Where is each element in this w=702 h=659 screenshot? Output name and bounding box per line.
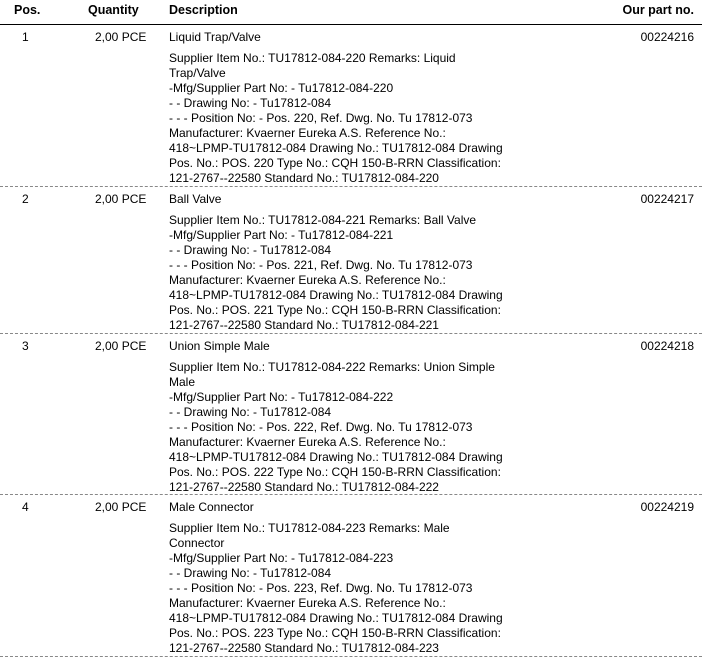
table-row bbox=[0, 187, 702, 334]
header-pos: Pos. bbox=[14, 3, 41, 17]
detail-line: 121-2767--22580 Standard No.: TU17812-084-222 bbox=[169, 480, 439, 494]
detail-line: - - - Position No: - Pos. 220, Ref. Dwg. No. Tu 17812-073 bbox=[169, 111, 473, 125]
detail-line: Manufacturer: Kvaerner Eureka A.S. Reference No.: bbox=[169, 273, 446, 287]
row-pos: 4 bbox=[22, 500, 29, 514]
row-title: Union Simple Male bbox=[169, 339, 270, 353]
row-part-no: 00224219 bbox=[640, 500, 694, 514]
table-row bbox=[0, 25, 702, 187]
table-row bbox=[0, 334, 702, 495]
detail-line: Supplier Item No.: TU17812-084-222 Remarks: Union Simple bbox=[169, 360, 495, 374]
detail-line: - - Drawing No: - Tu17812-084 bbox=[169, 243, 332, 257]
row-pos: 2 bbox=[22, 192, 29, 206]
detail-line: -Mfg/Supplier Part No: - Tu17812-084-221 bbox=[169, 228, 394, 242]
row-quantity: 2,00 PCE bbox=[95, 192, 147, 206]
table-header bbox=[0, 0, 702, 25]
detail-line: - - - Position No: - Pos. 221, Ref. Dwg. No. Tu 17812-073 bbox=[169, 258, 473, 272]
detail-line: 418~LPMP-TU17812-084 Drawing No.: TU17812-084 Drawing bbox=[169, 288, 503, 302]
detail-line: 121-2767--22580 Standard No.: TU17812-084-223 bbox=[169, 641, 439, 655]
detail-line: Manufacturer: Kvaerner Eureka A.S. Reference No.: bbox=[169, 126, 446, 140]
header-part-no: Our part no. bbox=[622, 3, 694, 17]
detail-line: 418~LPMP-TU17812-084 Drawing No.: TU17812-084 Drawing bbox=[169, 450, 503, 464]
detail-line: Supplier Item No.: TU17812-084-221 Remarks: Ball Valve bbox=[169, 213, 477, 227]
row-title: Ball Valve bbox=[169, 192, 222, 206]
detail-line: -Mfg/Supplier Part No: - Tu17812-084-220 bbox=[169, 81, 394, 95]
detail-line: 121-2767--22580 Standard No.: TU17812-084-220 bbox=[169, 171, 439, 185]
row-details bbox=[169, 51, 529, 186]
detail-line: Manufacturer: Kvaerner Eureka A.S. Reference No.: bbox=[169, 435, 446, 449]
row-pos: 1 bbox=[22, 30, 29, 44]
row-quantity: 2,00 PCE bbox=[95, 339, 147, 353]
row-part-no: 00224218 bbox=[640, 339, 694, 353]
detail-line: -Mfg/Supplier Part No: - Tu17812-084-223 bbox=[169, 551, 394, 565]
detail-line: Pos. No.: POS. 220 Type No.: CQH 150-B-RRN Classification: bbox=[169, 156, 501, 170]
detail-line: -Mfg/Supplier Part No: - Tu17812-084-222 bbox=[169, 390, 394, 404]
detail-line: Pos. No.: POS. 222 Type No.: CQH 150-B-RRN Classification: bbox=[169, 465, 501, 479]
detail-line: - - - Position No: - Pos. 223, Ref. Dwg. No. Tu 17812-073 bbox=[169, 581, 473, 595]
row-details bbox=[169, 360, 529, 495]
detail-line: Supplier Item No.: TU17812-084-220 Remarks: Liquid bbox=[169, 51, 456, 65]
detail-line: Trap/Valve bbox=[169, 66, 226, 80]
detail-line: 418~LPMP-TU17812-084 Drawing No.: TU17812-084 Drawing bbox=[169, 141, 503, 155]
detail-line: - - Drawing No: - Tu17812-084 bbox=[169, 405, 332, 419]
row-details bbox=[169, 521, 529, 656]
row-part-no: 00224217 bbox=[640, 192, 694, 206]
row-quantity: 2,00 PCE bbox=[95, 500, 147, 514]
detail-line: - - - Position No: - Pos. 222, Ref. Dwg. No. Tu 17812-073 bbox=[169, 420, 473, 434]
row-details bbox=[169, 213, 529, 333]
row-quantity: 2,00 PCE bbox=[95, 30, 147, 44]
detail-line: Supplier Item No.: TU17812-084-223 Remarks: Male bbox=[169, 521, 450, 535]
row-title: Male Connector bbox=[169, 500, 254, 514]
detail-line: 121-2767--22580 Standard No.: TU17812-084-221 bbox=[169, 318, 439, 332]
row-pos: 3 bbox=[22, 339, 29, 353]
detail-line: Pos. No.: POS. 221 Type No.: CQH 150-B-RRN Classification: bbox=[169, 303, 501, 317]
detail-line: Male bbox=[169, 375, 196, 389]
detail-line: Connector bbox=[169, 536, 225, 550]
header-quantity: Quantity bbox=[88, 3, 139, 17]
detail-line: - - Drawing No: - Tu17812-084 bbox=[169, 566, 332, 580]
row-title: Liquid Trap/Valve bbox=[169, 30, 261, 44]
detail-line: - - Drawing No: - Tu17812-084 bbox=[169, 96, 332, 110]
header-description: Description bbox=[169, 3, 238, 17]
row-part-no: 00224216 bbox=[640, 30, 694, 44]
detail-line: Pos. No.: POS. 223 Type No.: CQH 150-B-RRN Classification: bbox=[169, 626, 501, 640]
detail-line: 418~LPMP-TU17812-084 Drawing No.: TU17812-084 Drawing bbox=[169, 611, 503, 625]
detail-line: Manufacturer: Kvaerner Eureka A.S. Reference No.: bbox=[169, 596, 446, 610]
table-row bbox=[0, 495, 702, 657]
